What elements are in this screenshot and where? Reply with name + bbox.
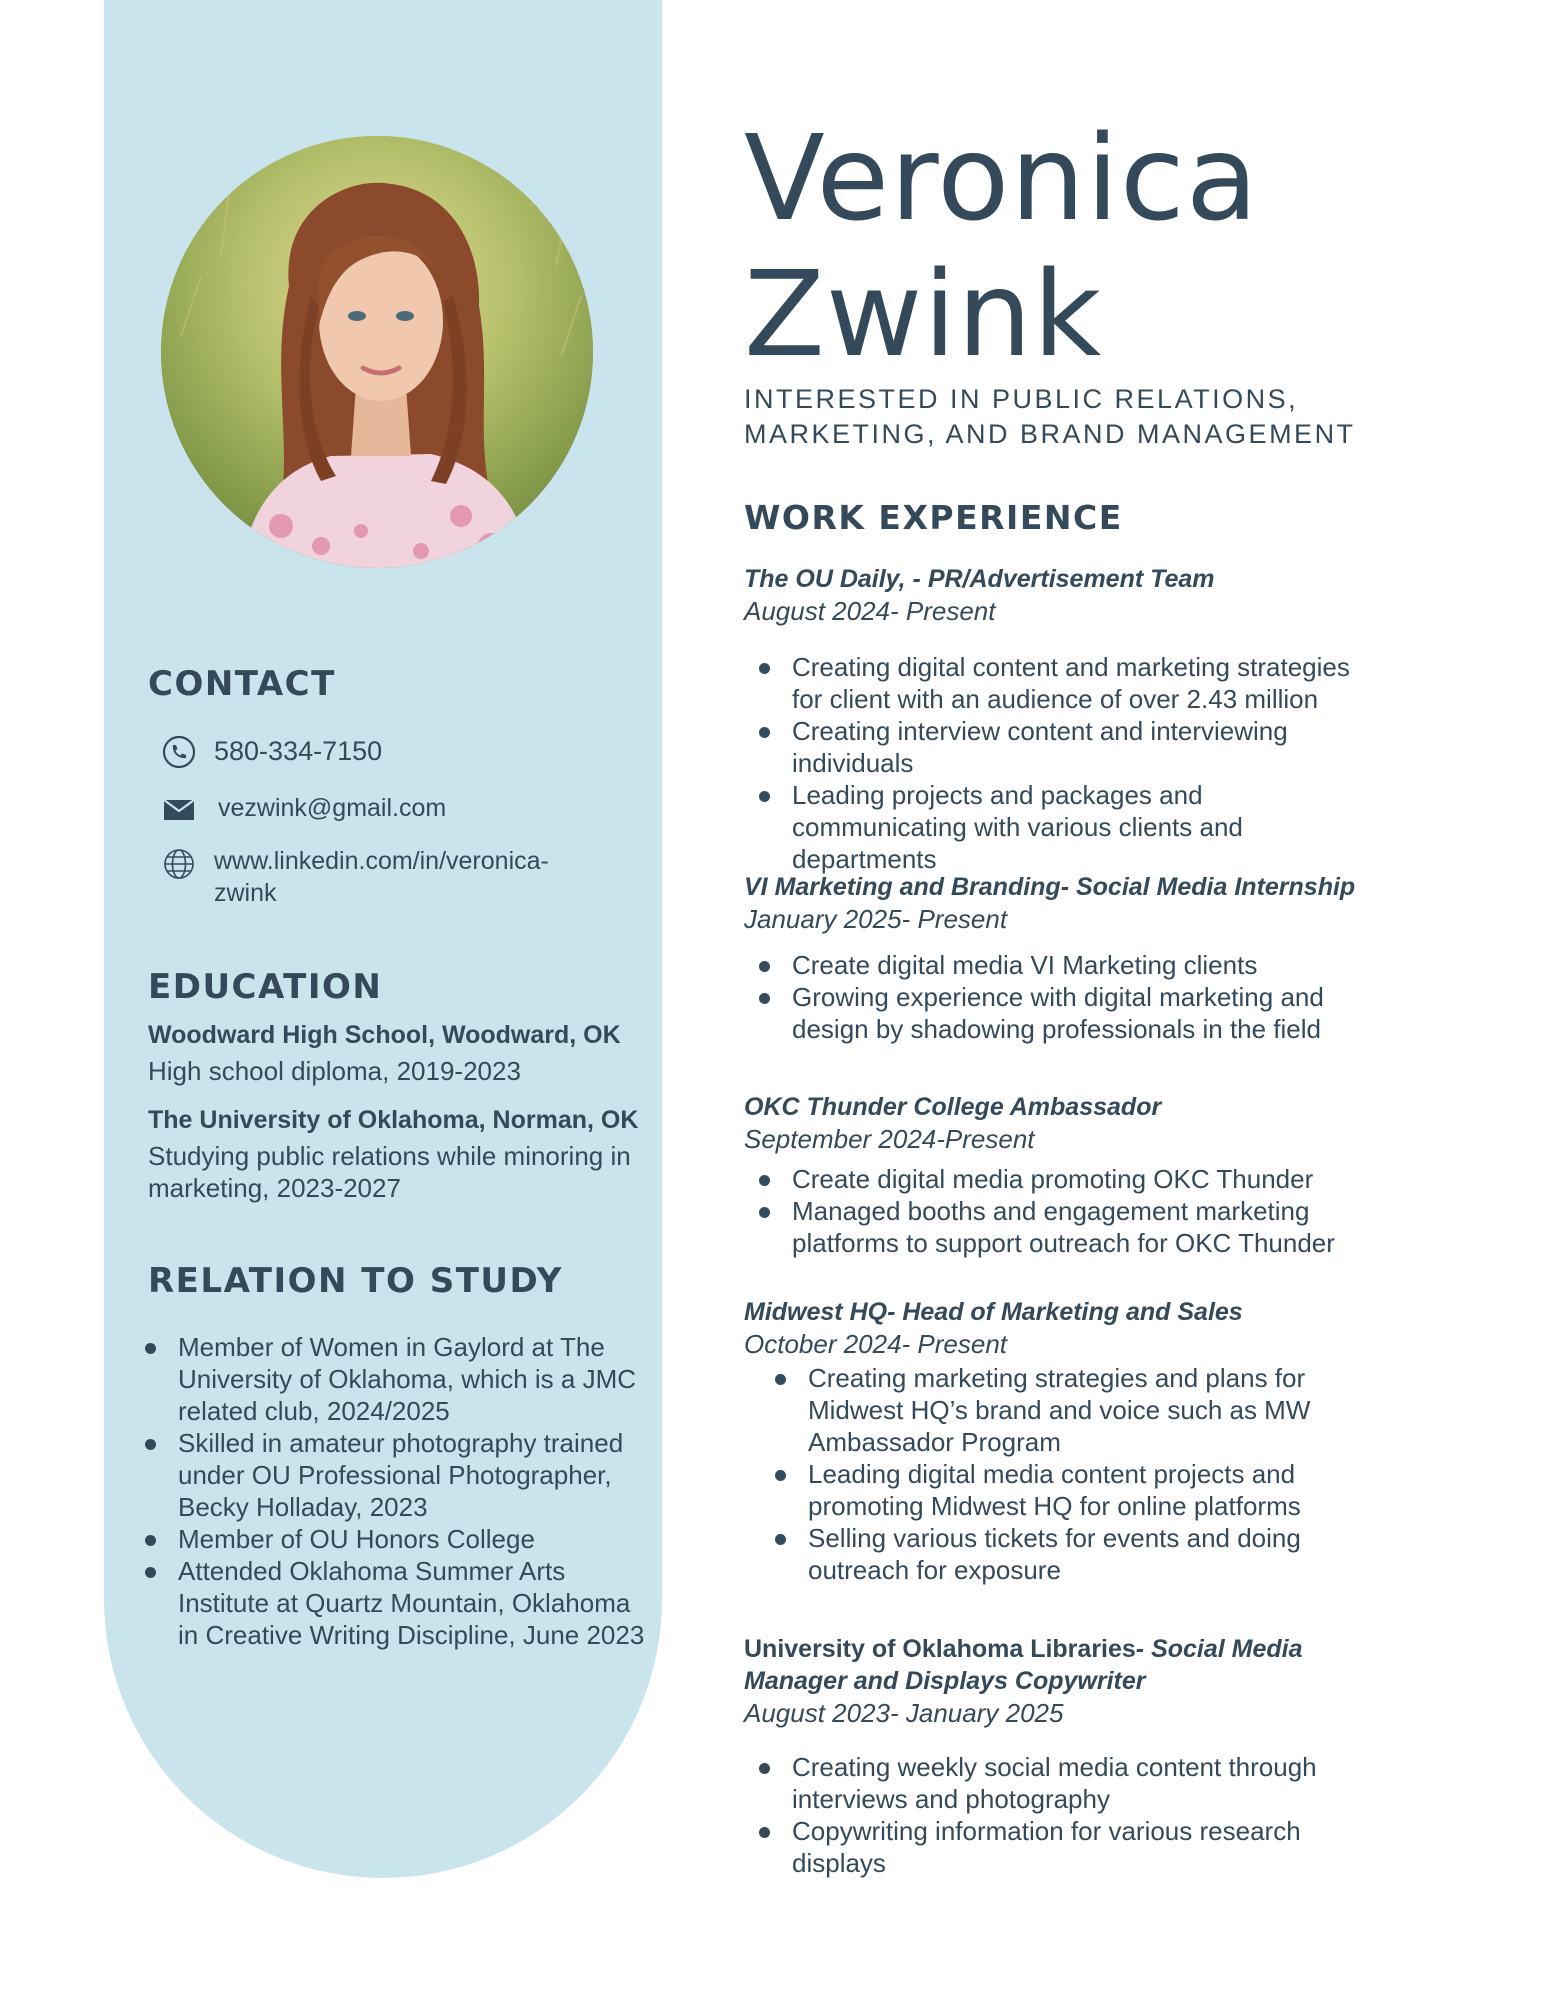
list-item: Growing experience with digital marketing and design by shadowing professionals in the field <box>792 981 1352 1045</box>
job-bullets <box>792 651 1352 875</box>
job-title-role: - Social Media Manager and Displays Copywriter <box>744 1635 1303 1695</box>
job-title-org: University of Oklahoma Libraries <box>744 1635 1136 1663</box>
list-item: Creating marketing strategies and plans for Midwest HQ’s brand and voice such as MW Ambassador Program <box>808 1362 1338 1458</box>
job-entry <box>744 1296 1384 1586</box>
job-bullets <box>792 1163 1352 1259</box>
profile-photo-illustration <box>161 136 593 568</box>
job-title: Midwest HQ- Head of Marketing and Sales <box>744 1298 1243 1326</box>
job-title: The OU Daily, - PR/Advertisement Team <box>744 565 1215 593</box>
job-title <box>744 1633 1384 1697</box>
list-item: Managed booths and engagement marketing platforms to support outreach for OKC Thunder <box>792 1195 1352 1259</box>
job-dates: October 2024- Present <box>744 1329 1008 1359</box>
job-bullets <box>792 1751 1352 1879</box>
list-item: Create digital media VI Marketing clients <box>792 949 1352 981</box>
list-item: Member of Women in Gaylord at The University of Oklahoma, which is a JMC related club, 2024/2025 <box>178 1331 648 1427</box>
education-school: The University of Oklahoma, Norman, OK <box>148 1106 639 1134</box>
email-address[interactable]: vezwink@gmail.com <box>218 794 447 822</box>
list-item: Selling various tickets for events and doing outreach for exposure <box>808 1522 1338 1586</box>
job-entry <box>744 871 1384 1045</box>
list-item: Creating weekly social media content through interviews and photography <box>792 1751 1352 1815</box>
job-dates: August 2024- Present <box>744 596 996 626</box>
list-item: Member of OU Honors College <box>178 1523 648 1555</box>
job-entry <box>744 563 1384 875</box>
name-heading <box>744 110 1259 382</box>
job-entry <box>744 1091 1384 1259</box>
relation-heading: RELATION TO STUDY <box>148 1261 563 1301</box>
list-item: Create digital media promoting OKC Thunder <box>792 1163 1352 1195</box>
globe-icon <box>162 847 196 881</box>
education-heading: EDUCATION <box>148 967 383 1007</box>
job-dates: September 2024-Present <box>744 1124 1035 1154</box>
contact-phone <box>162 735 382 769</box>
relation-list <box>178 1331 648 1651</box>
list-item: Skilled in amateur photography trained under OU Professional Photographer, Becky Holladay, 2023 <box>178 1427 648 1523</box>
first-name: Veronica <box>744 109 1260 247</box>
tagline <box>744 382 1364 452</box>
job-entry <box>744 1633 1384 1879</box>
profile-photo <box>161 136 593 568</box>
tagline-line2: MARKETING, AND BRAND MANAGEMENT <box>744 419 1356 449</box>
education-detail: High school diploma, 2019-2023 <box>148 1056 521 1086</box>
contact-email <box>162 792 446 826</box>
work-experience-heading: WORK EXPERIENCE <box>744 498 1123 537</box>
education-detail: Studying public relations while minoring in marketing, 2023-2027 <box>148 1141 631 1203</box>
linkedin-url-line1: www.linkedin.com/in/veronica- <box>214 847 549 875</box>
job-bullets <box>808 1362 1338 1586</box>
list-item: Leading projects and packages and communicating with various clients and departments <box>792 779 1352 875</box>
list-item: Attended Oklahoma Summer Arts Institute at Quartz Mountain, Oklahoma in Creative Writing Discipline, June 2023 <box>178 1555 648 1651</box>
job-dates: January 2025- Present <box>744 904 1008 934</box>
mail-icon <box>162 792 196 826</box>
list-item: Leading digital media content projects and promoting Midwest HQ for online platforms <box>808 1458 1338 1522</box>
linkedin-url-line2: zwink <box>214 879 277 907</box>
job-bullets <box>792 949 1352 1045</box>
education-school: Woodward High School, Woodward, OK <box>148 1021 621 1049</box>
contact-linkedin <box>162 845 549 909</box>
list-item: Creating interview content and interviewing individuals <box>792 715 1352 779</box>
list-item: Creating digital content and marketing strategies for client with an audience of over 2.43 million <box>792 651 1352 715</box>
last-name: Zwink <box>744 245 1103 383</box>
job-dates: August 2023- January 2025 <box>744 1698 1064 1728</box>
job-title: OKC Thunder College Ambassador <box>744 1093 1162 1121</box>
phone-number[interactable]: 580-334-7150 <box>214 736 383 766</box>
phone-icon <box>162 735 196 769</box>
list-item: Copywriting information for various research displays <box>792 1815 1352 1879</box>
linkedin-url[interactable] <box>214 845 549 909</box>
tagline-line1: INTERESTED IN PUBLIC RELATIONS, <box>744 384 1299 414</box>
job-title: VI Marketing and Branding- Social Media Internship <box>744 873 1356 901</box>
contact-heading: CONTACT <box>148 664 336 704</box>
